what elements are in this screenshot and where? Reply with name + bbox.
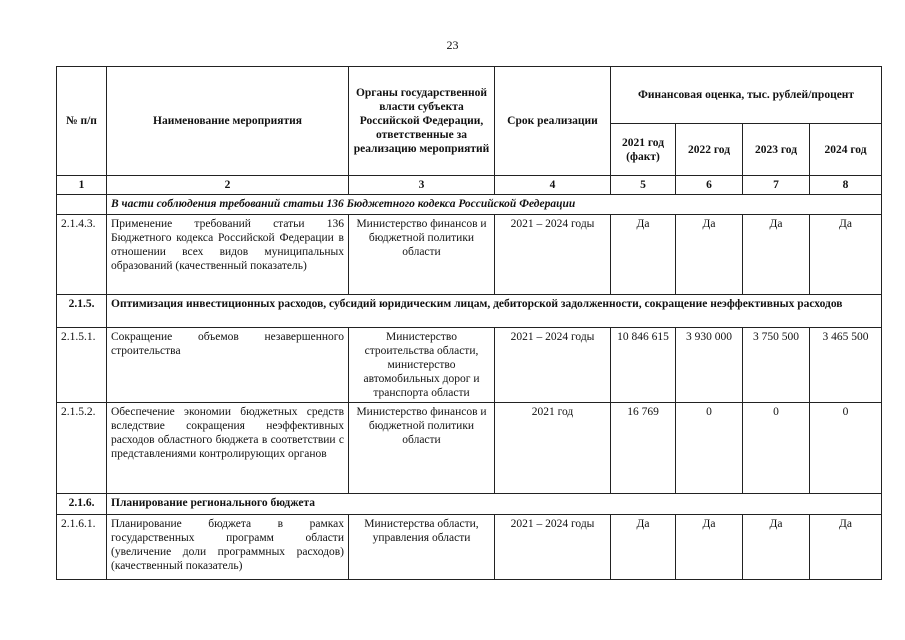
column-number: 3 (349, 176, 495, 195)
row-value-2023: Да (743, 215, 810, 295)
row-code: 2.1.5.1. (57, 328, 107, 403)
section-title: В части соблюдения требований статьи 136 Бюджетного кодекса Российской Федерации (107, 195, 882, 215)
row-value-2024: 3 465 500 (810, 328, 882, 403)
group-code: 2.1.5. (57, 295, 107, 328)
group-title: Оптимизация инвестиционных расходов, субсидий юридическим лицам, дебиторской задолженности, сокращение неэффективных расходов (107, 295, 882, 328)
row-code: 2.1.6.1. (57, 515, 107, 580)
column-number: 8 (810, 176, 882, 195)
row-value-2023: Да (743, 515, 810, 580)
column-number: 4 (495, 176, 611, 195)
row-org: Министерства области, управления области (349, 515, 495, 580)
header-year-2022: 2022 год (676, 124, 743, 176)
row-value-2021: Да (611, 515, 676, 580)
column-number: 7 (743, 176, 810, 195)
row-value-2024: Да (810, 515, 882, 580)
row-code: 2.1.4.3. (57, 215, 107, 295)
column-number: 2 (107, 176, 349, 195)
row-value-2024: Да (810, 215, 882, 295)
row-org: Министерство финансов и бюджетной политики области (349, 403, 495, 494)
row-value-2021: Да (611, 215, 676, 295)
table-row (57, 403, 882, 494)
row-value-2022: Да (676, 515, 743, 580)
table-row (57, 515, 882, 580)
header-year-2021: 2021 год (факт) (611, 124, 676, 176)
column-number: 1 (57, 176, 107, 195)
row-value-2022: 3 930 000 (676, 328, 743, 403)
table-row (57, 328, 882, 403)
measures-table (56, 66, 882, 580)
row-code: 2.1.5.2. (57, 403, 107, 494)
row-term: 2021 – 2024 годы (495, 215, 611, 295)
header-year-2024: 2024 год (810, 124, 882, 176)
header-org: Органы государственной власти субъекта Российской Федерации, ответственные за реализацию мероприятий (349, 67, 495, 176)
column-numbers-row (57, 176, 882, 195)
header-name: Наименование мероприятия (107, 67, 349, 176)
group-row-2-1-5 (57, 295, 882, 328)
row-value-2021: 10 846 615 (611, 328, 676, 403)
row-term: 2021 год (495, 403, 611, 494)
group-code: 2.1.6. (57, 494, 107, 515)
row-value-2021: 16 769 (611, 403, 676, 494)
row-org: Министерство строительства области, министерство автомобильных дорог и транспорта области (349, 328, 495, 403)
header-term: Срок реализации (495, 67, 611, 176)
group-row-2-1-6 (57, 494, 882, 515)
section-empty-cell (57, 195, 107, 215)
row-value-2023: 0 (743, 403, 810, 494)
row-value-2023: 3 750 500 (743, 328, 810, 403)
row-term: 2021 – 2024 годы (495, 328, 611, 403)
page-number: 23 (446, 38, 459, 52)
section-row (57, 195, 882, 215)
header-year-2023: 2023 год (743, 124, 810, 176)
column-number: 5 (611, 176, 676, 195)
row-name: Сокращение объемов незавершенного строительства (107, 328, 349, 403)
row-value-2022: Да (676, 215, 743, 295)
row-value-2022: 0 (676, 403, 743, 494)
table-row (57, 215, 882, 295)
group-title: Планирование регионального бюджета (107, 494, 882, 515)
header-finance: Финансовая оценка, тыс. рублей/процент (611, 67, 882, 124)
row-org: Министерство финансов и бюджетной политики области (349, 215, 495, 295)
row-value-2024: 0 (810, 403, 882, 494)
row-name: Применение требований статьи 136 Бюджетного кодекса Российской Федерации в отношении всех видов муниципальных образований (качественный показатель) (107, 215, 349, 295)
header-num: № п/п (57, 67, 107, 176)
row-term: 2021 – 2024 годы (495, 515, 611, 580)
row-name: Обеспечение экономии бюджетных средств вследствие сокращения неэффективных расходов областного бюджета в соответствии с представлениями контролирующих органов (107, 403, 349, 494)
header-row (57, 67, 882, 124)
row-name: Планирование бюджета в рамках государственных программ области (увеличение доли программных расходов) (качественный показатель) (107, 515, 349, 580)
column-number: 6 (676, 176, 743, 195)
